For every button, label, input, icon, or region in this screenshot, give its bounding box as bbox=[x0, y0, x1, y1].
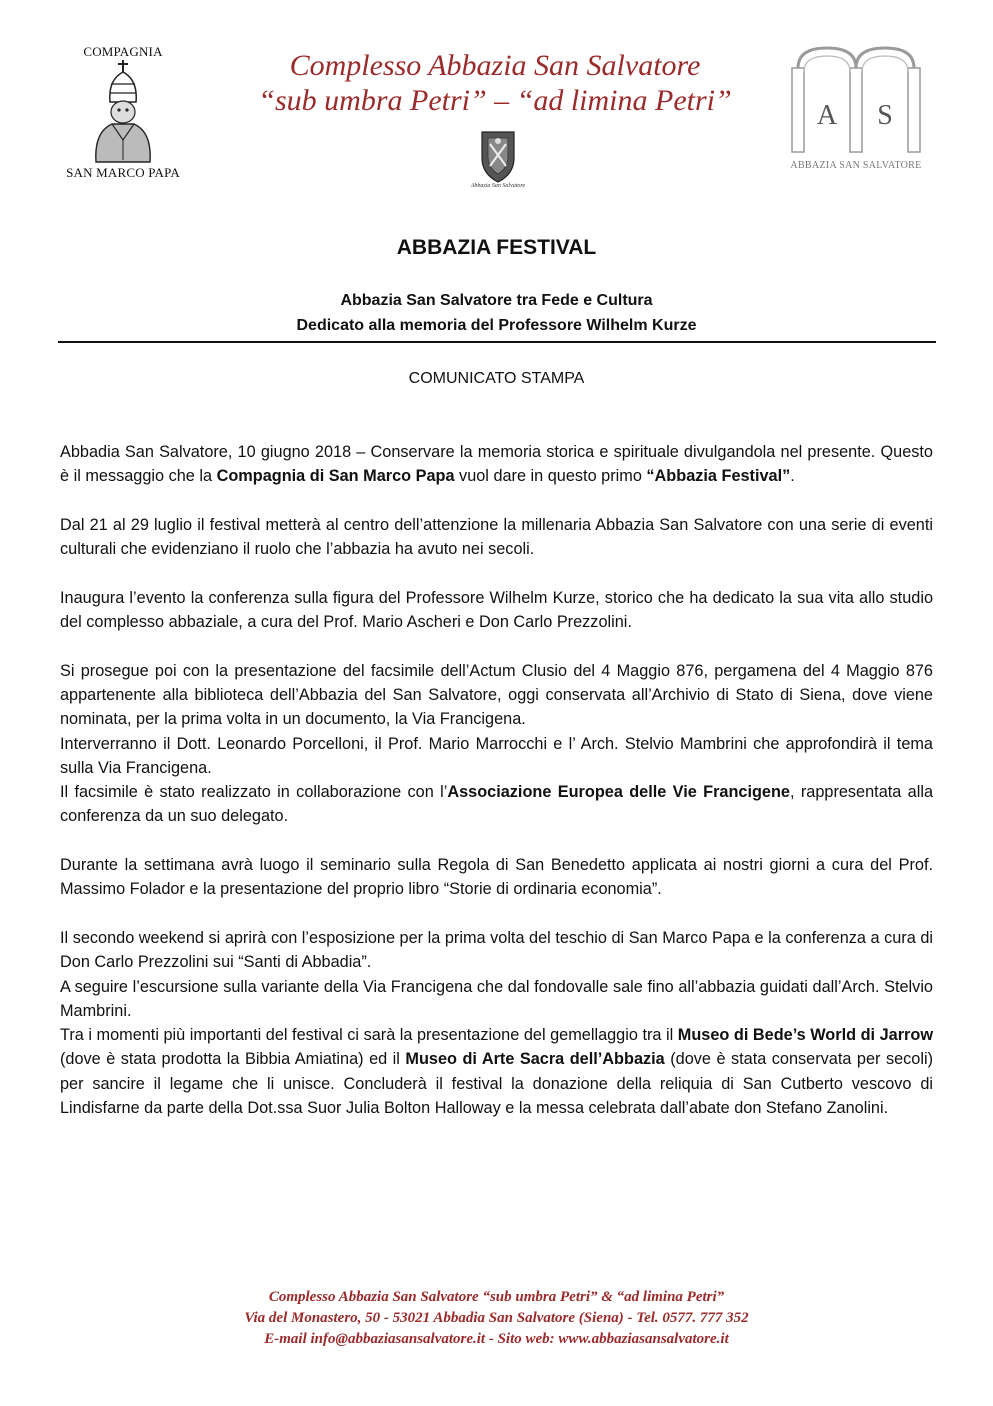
title-divider bbox=[58, 341, 936, 343]
p6-text: Il facsimile è stato realizzato in collaborazione con l’ bbox=[60, 783, 448, 802]
paragraph-3: Inaugura l’evento la conferenza sulla figura del Professore Wilhelm Kurze, storico che ha dedicato la sua vita allo studio del complesso abbaziale, a cura del Prof. Mario Ascheri e Don Carlo Prezzolini. bbox=[60, 588, 933, 632]
footer-line-2: Via del Monastero, 50 - 53021 Abbadia San Salvatore (Siena) - Tel. 0577. 777 352 bbox=[244, 1310, 749, 1326]
logo-left-top-text: COMPAGNIA bbox=[83, 44, 163, 59]
p10-text: Tra i momenti più importanti del festival ci sarà la presentazione del gemellaggio tra il bbox=[60, 1026, 678, 1045]
paragraph-9: A seguire l’escursione sulla variante della Via Francigena che dal fondovalle sale fino all’abbazia guidati dall’Arch. Stelvio Mambrini. bbox=[60, 977, 933, 1020]
subtitle-2: Dedicato alla memoria del Professore Wilhelm Kurze bbox=[296, 317, 697, 334]
paragraph-4: Si prosegue poi con la presentazione del facsimile dell’Actum Clusio del 4 Maggio 876, pergamena del 4 Maggio 876 appartenente alla biblioteca dell’Abbazia del San Salvatore, oggi conservata all’Archivio di Stato di Siena, dove viene nominata, per la prima volta in un documento, la Via Francigena. bbox=[60, 661, 933, 729]
paragraph-7: Durante la settimana avrà luogo il seminario sulla Regola di San Benedetto applicata ai nostri giorni a cura del Prof. Massimo Folador e la presentazione del proprio libro “Storie di ordinaria economia”. bbox=[60, 856, 933, 899]
p10-text-2: (dove è stata prodotta la Bibbia Amiatina) ed il bbox=[60, 1050, 406, 1069]
p10-text-3: (dove è stata conservata per secoli) per sancire il legame che li unisce. Concluderà il festival la donazione della reliquia di San Cutberto vescovo di Lindisfarne da parte della Dot.ssa Suor Julia Bolton Halloway e la messa celebrata dall’abate don Stefano Zanolini. bbox=[60, 1050, 933, 1118]
paragraph-5: Interverranno il Dott. Leonardo Porcelloni, il Prof. Mario Marrocchi e l’ Arch. Stelvio Mambrini che approfondirà il tema sulla Via Francigena. bbox=[60, 734, 933, 777]
p1-text-2: vuol dare in questo primo bbox=[454, 467, 647, 486]
p10-bold-bede: Museo di Bede’s World di Jarrow bbox=[677, 1026, 933, 1045]
paragraph-2: Dal 21 al 29 luglio il festival metterà al centro dell’attenzione la millenaria Abbazia San Salvatore con una serie di eventi culturali che evidenziano il ruolo che l’abbazia ha avuto nei secoli. bbox=[60, 515, 933, 559]
p6-bold-associazione: Associazione Europea delle Vie Francigene bbox=[447, 783, 790, 802]
press-release-label: COMUNICATO STAMPA bbox=[408, 370, 585, 387]
compagnia-logo bbox=[58, 44, 188, 184]
p1-text-3: . bbox=[790, 467, 795, 486]
subtitle-1: Abbazia San Salvatore tra Fede e Cultura bbox=[340, 292, 653, 309]
footer-line-1: Complesso Abbazia San Salvatore “sub umbra Petri” & “ad limina Petri” bbox=[268, 1289, 725, 1305]
p1-bold-compagnia: Compagnia di San Marco Papa bbox=[216, 467, 455, 486]
p1-bold-festival: “Abbazia Festival” bbox=[646, 467, 791, 486]
logo-letter-s: S bbox=[877, 100, 893, 131]
footer-line-3: E-mail info@abbaziasansalvatore.it - Sito web: www.abbaziasansalvatore.it bbox=[264, 1331, 729, 1347]
crest-caption: Abbazia San Salvatore bbox=[470, 183, 526, 189]
pope-bust-icon bbox=[86, 58, 160, 166]
p10-bold-museo: Museo di Arte Sacra dell’Abbazia bbox=[405, 1050, 665, 1069]
paragraph-6 bbox=[60, 780, 933, 829]
body-text bbox=[60, 440, 933, 1120]
logo-left-bottom-text: SAN MARCO PAPA bbox=[66, 165, 180, 180]
page-title: ABBAZIA FESTIVAL bbox=[396, 236, 597, 259]
header-title-line2: “sub umbra Petri” – “ad limina Petri” bbox=[258, 84, 732, 117]
abbazia-logo bbox=[786, 44, 926, 178]
p1-text: Abbadia San Salvatore, 10 giugno 2018 – Conservare la memoria storica e spirituale divulgandola nel presente. Questo è il messaggio che la bbox=[60, 443, 933, 486]
paragraph-1 bbox=[60, 440, 933, 489]
p6-text-2: , rappresentata alla conferenza da un suo delegato. bbox=[60, 783, 934, 826]
logo-right-caption: ABBAZIA SAN SALVATORE bbox=[790, 160, 922, 171]
paragraph-8: Il secondo weekend si aprirà con l’esposizione per la prima volta del teschio di San Marco Papa e la conferenza a cura di Don Carlo Prezzolini sui “Santi di Abbadia”. bbox=[60, 928, 933, 972]
arches-icon bbox=[786, 44, 926, 156]
logo-letter-a: A bbox=[816, 100, 838, 131]
paragraph-10 bbox=[60, 1023, 933, 1120]
crest-shield-icon bbox=[460, 128, 536, 184]
header-title-line1: Complesso Abbazia San Salvatore bbox=[289, 49, 701, 82]
abbey-crest bbox=[460, 128, 536, 192]
